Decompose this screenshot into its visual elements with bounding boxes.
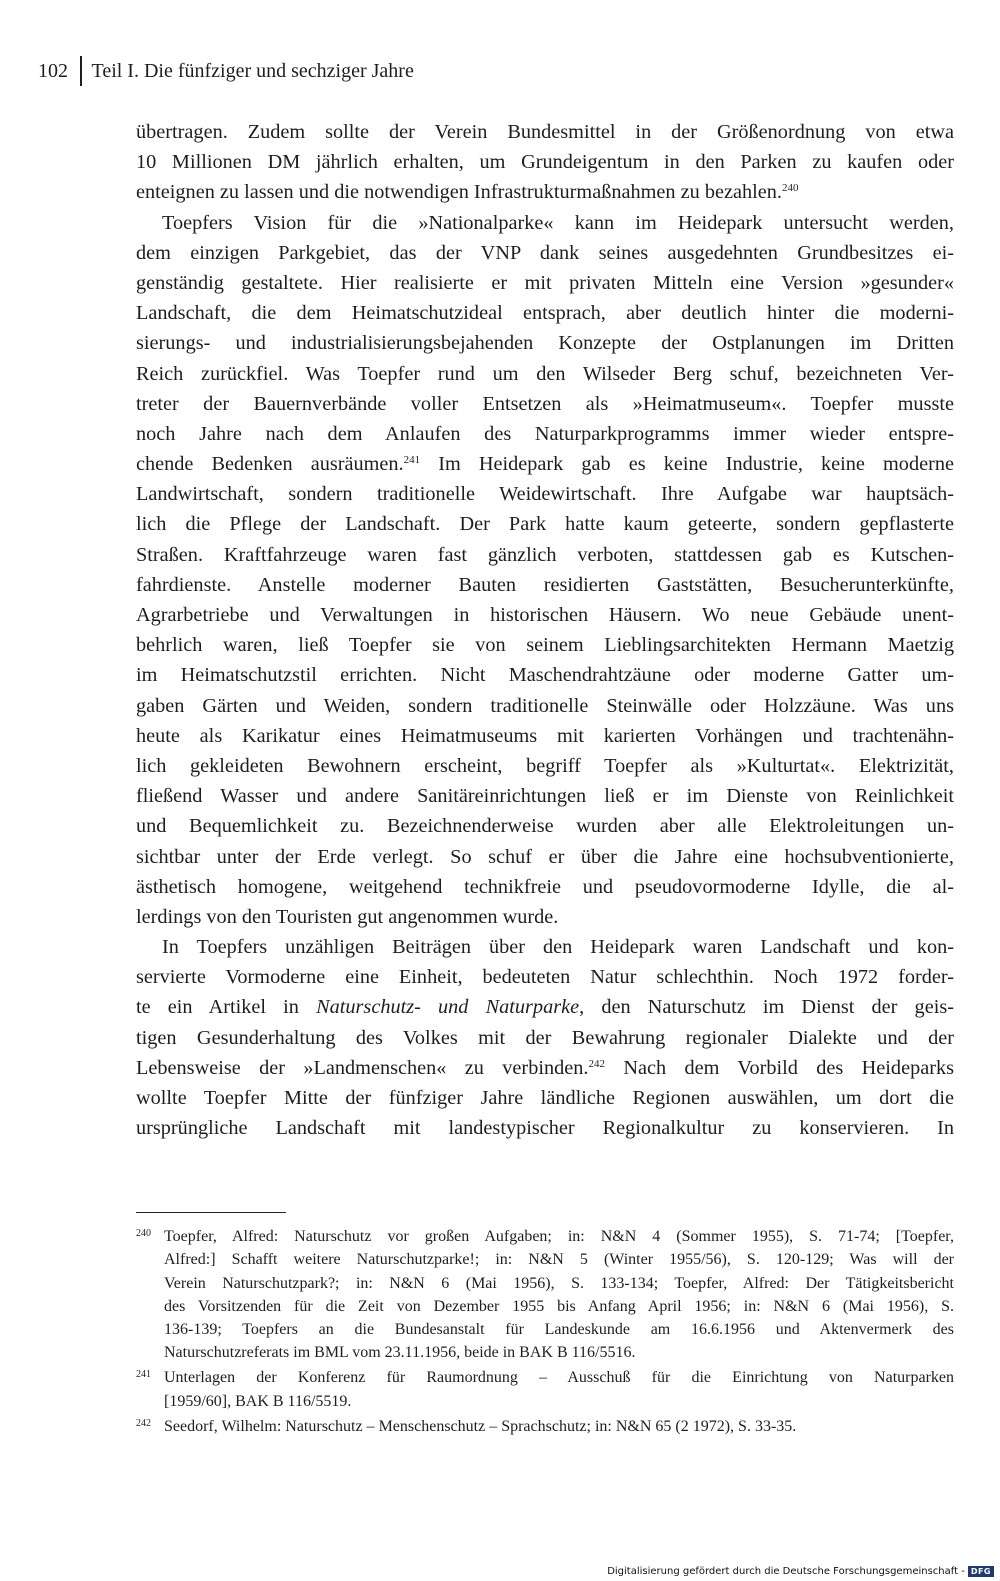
line-text: Reich zurückfiel. Was Toepfer rund um den Wilseder Berg schuf, bezeichneten Ver- [136, 362, 954, 385]
line-text: behrlich waren, ließ Toepfer sie von seinem Lieblingsarchitekten Hermann Maetzig [136, 634, 954, 657]
line-text: Im Heidepark gab es keine Industrie, keine moderne [420, 453, 954, 476]
text-line [136, 600, 954, 630]
footnote-text: des Vorsitzenden für die Zeit von Dezember 1955 bis Anfang April 1956; in: N&N 6 (Mai 1956), S. [164, 1297, 954, 1315]
text-line [136, 509, 954, 539]
footnote-line [136, 1341, 954, 1364]
text-line [136, 1023, 954, 1053]
footnote-line: 241 Unterlagen der Konferenz für Raumordnung – Ausschuß für die Einrichtung von Naturparken [136, 1369, 954, 1387]
footnote-text: [1959/60], BAK B 116/5519. [164, 1392, 352, 1410]
text-line [136, 932, 954, 962]
running-header [38, 56, 414, 86]
text-line [136, 298, 954, 328]
footnote-line [136, 1318, 954, 1341]
line-text: dem einzigen Parkgebiet, das der VNP dank seines ausgedehnten Grundbesitzes ei- [136, 241, 954, 264]
dfg-logo: DFG [968, 1566, 994, 1577]
text-line [136, 238, 954, 268]
footnote-text: Alfred:] Schafft weitere Naturschutzparke!; in: N&N 5 (Winter 1955/56), S. 120-129; Was will der [164, 1251, 954, 1269]
footnote-ref: 240 [781, 182, 799, 195]
italic-title: Naturschutz- und Naturparke [316, 996, 580, 1019]
main-text [136, 117, 954, 1143]
line-text: sichtbar unter der Erde verlegt. So schuf er über die Jahre eine hochsubventionierte, [136, 845, 954, 868]
text-line [136, 872, 954, 902]
line-text: te ein Artikel in [136, 996, 317, 1019]
text-line [136, 1083, 954, 1113]
line-text: noch Jahre nach dem Anlaufen des Naturparkprogramms immer wieder entspre- [136, 422, 954, 445]
text-line [136, 177, 954, 207]
footnotes-list [136, 1225, 954, 1438]
line-text: , den Naturschutz im Dienst der geis- [579, 996, 954, 1019]
text-line [136, 992, 954, 1022]
text-line [136, 359, 954, 389]
text-line [136, 1113, 954, 1143]
footnote-text: Verein Naturschutzpark?; in: N&N 6 (Mai 1956), S. 133-134; Toepfer, Alfred: Der Tätigkeitsbericht [164, 1274, 954, 1292]
line-text: sierungs- und industrialisierungsbejahenden Konzepte der Ostplanungen im Dritten [136, 332, 954, 355]
footnote-ref: 241 [403, 454, 421, 467]
text-line [136, 721, 954, 751]
line-text: enteignen zu lassen und die notwendigen Infrastrukturmaßnahmen zu bezahlen. [136, 181, 782, 204]
footnote-line [136, 1248, 954, 1271]
line-text: Lebensweise der »Landmenschen« zu verbinden. [136, 1056, 589, 1079]
footnote-rule [136, 1212, 286, 1213]
line-text: Landwirtschaft, sondern traditionelle Weidewirtschaft. Ihre Aufgabe war hauptsäch- [136, 483, 954, 506]
text-line [136, 147, 954, 177]
running-title: Teil I. Die fünfziger und sechziger Jahre [91, 60, 414, 82]
line-text: gaben Gärten und Weiden, sondern traditionelle Steinwälle oder Holzzäune. Was uns [136, 694, 954, 717]
text-line [136, 449, 954, 479]
line-text: lich die Pflege der Landschaft. Der Park hatte kaum geteerte, sondern gepflasterte [136, 513, 954, 536]
line-text: lich gekleideten Bewohnern erscheint, begriff Toepfer als »Kulturtat«. Elektrizität, [136, 754, 954, 777]
line-text: ursprüngliche Landschaft mit landestypischer Regionalkultur zu konservieren. In [136, 1117, 954, 1140]
line-text: im Heimatschutzstil errichten. Nicht Maschendrahtzäune oder moderne Gatter um- [136, 664, 954, 687]
footnote-text: Seedorf, Wilhelm: Naturschutz – Menschenschutz – Sprachschutz; in: N&N 65 (2 1972), S. 33-35. [164, 1417, 797, 1435]
line-text: genständig gestaltete. Hier realisierte er mit privaten Mitteln eine Version »gesunder« [136, 271, 954, 294]
footnote-text: 136-139; Toepfers an die Bundesanstalt für Landeskunde am 16.6.1956 und Aktenvermerk des [164, 1320, 954, 1338]
line-text: Agrarbetriebe und Verwaltungen in historischen Häusern. Wo neue Gebäude unent- [136, 604, 954, 626]
text-line [136, 208, 954, 238]
line-text: und Bequemlichkeit zu. Bezeichnenderweise wurden aber alle Elektroleitungen un- [136, 815, 954, 838]
footnote-line: 242 Seedorf, Wilhelm: Naturschutz – Menschenschutz – Sprachschutz; in: N&N 65 (2 1972), S. 33-35. [136, 1417, 797, 1435]
line-text: In Toepfers unzähligen Beiträgen über den Heidepark waren Landschaft und kon- [162, 936, 954, 959]
text-line [136, 751, 954, 781]
footnotes-section [136, 1212, 954, 1438]
text-line [136, 328, 954, 358]
text-line [136, 691, 954, 721]
line-text: Toepfers Vision für die »Nationalparke« kann im Heidepark untersucht werden, [162, 211, 954, 234]
text-line [136, 117, 954, 147]
footnote-ref: 242 [588, 1057, 605, 1070]
text-line [136, 781, 954, 811]
line-text: Straßen. Kraftfahrzeuge waren fast gänzlich verboten, stattdessen gab es Kutschen- [136, 543, 954, 566]
text-line [136, 419, 954, 449]
footnote-line [136, 1390, 954, 1413]
footnote-line [136, 1272, 954, 1295]
line-text: chende Bedenken ausräumen. [136, 453, 404, 476]
text-line [136, 570, 954, 600]
text-line [136, 540, 954, 570]
footnote-line [136, 1295, 954, 1318]
footnote-line: 240 Toepfer, Alfred: Naturschutz vor großen Aufgaben; in: N&N 4 (Sommer 1955), S. 71-74; [Toepfer, [136, 1228, 954, 1246]
text-line [136, 1053, 954, 1083]
header-divider [80, 56, 82, 86]
text-line [136, 268, 954, 298]
text-line [136, 630, 954, 660]
line-text: lerdings von den Touristen gut angenommen wurde. [136, 905, 559, 928]
line-text: übertragen. Zudem sollte der Verein Bundesmittel in der Größenordnung von etwa [136, 121, 954, 143]
text-line [136, 902, 954, 932]
digitization-credit [607, 1566, 994, 1577]
footnote-text: Unterlagen der Konferenz für Raumordnung – Ausschuß für die Einrichtung von Naturparken [164, 1369, 954, 1387]
line-text: fahrdienste. Anstelle moderner Bauten residierten Gaststätten, Besucherunterkünfte, [136, 573, 954, 596]
line-text: wollte Toepfer Mitte der fünfziger Jahre ländliche Regionen auswählen, um dort die [136, 1087, 954, 1109]
line-text: tigen Gesunderhaltung des Volkes mit der Bewahrung regionaler Dialekte und der [136, 1026, 954, 1049]
text-line [136, 811, 954, 841]
line-text: Landschaft, die dem Heimatschutzideal entsprach, aber deutlich hinter die moderni- [136, 302, 954, 325]
text-line [136, 660, 954, 690]
text-line [136, 842, 954, 872]
credit-text: Digitalisierung gefördert durch die Deutsche Forschungsgemeinschaft - [607, 1566, 965, 1577]
page-number: 102 [38, 60, 68, 82]
text-line [136, 962, 954, 992]
text-line [136, 479, 954, 509]
text-line [136, 389, 954, 419]
line-text: treter der Bauernverbände voller Entsetzen als »Heimatmuseum«. Toepfer musste [136, 392, 954, 415]
line-text: Nach dem Vorbild des Heideparks [604, 1056, 955, 1079]
line-text: heute als Karikatur eines Heimatmuseums mit karierten Vorhängen und trachtenähn- [136, 724, 954, 747]
line-text: fließend Wasser und andere Sanitäreinrichtungen ließ er im Dienste von Reinlichkeit [136, 785, 954, 808]
footnote-text: Toepfer, Alfred: Naturschutz vor großen Aufgaben; in: N&N 4 (Sommer 1955), S. 71-74; [Toepfer, [164, 1228, 954, 1246]
line-text: servierte Vormoderne eine Einheit, bedeuteten Natur schlechthin. Noch 1972 forder- [136, 966, 954, 989]
line-text: ästhetisch homogene, weitgehend technikfreie und pseudovormoderne Idylle, die al- [136, 875, 954, 898]
line-text: 10 Millionen DM jährlich erhalten, um Grundeigentum in den Parken zu kaufen oder [136, 151, 954, 174]
footnote-text: Naturschutzreferats im BML vom 23.11.1956, beide in BAK B 116/5516. [164, 1344, 636, 1362]
